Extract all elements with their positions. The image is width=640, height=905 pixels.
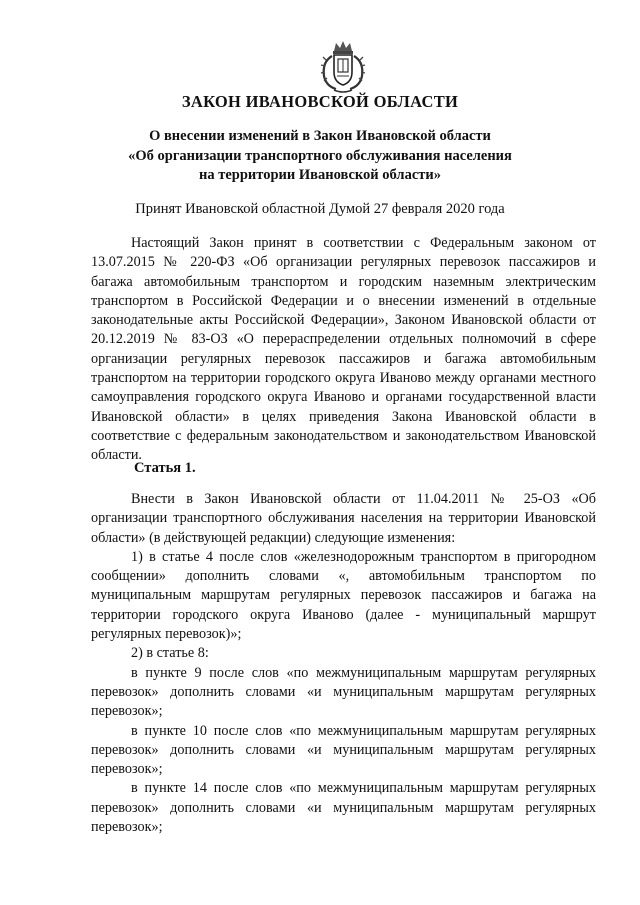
law-title: ЗАКОН ИВАНОВСКОЙ ОБЛАСТИ xyxy=(181,92,459,111)
article-paragraph: Внести в Закон Ивановской области от 11.04.2011 № 25-ОЗ «Об организации транспортного обслуживания населения на территории Ивановской области» (в действующей редакции) следующие изменения: xyxy=(91,491,596,546)
article-paragraph: 2) в статье 8: xyxy=(131,645,209,662)
ivanovo-coat-of-arms-icon xyxy=(314,38,372,96)
article-paragraph: в пункте 10 после слов «по межмуниципальным маршрутам регулярных перевозок» дополнить словами «и муниципальным маршрутам регулярных перевозок»; xyxy=(91,722,596,778)
subject-line: О внесении изменений в Закон Ивановской области xyxy=(149,128,491,144)
law-subject xyxy=(0,127,640,186)
article-body xyxy=(91,490,596,837)
preamble-block xyxy=(91,234,596,466)
article-paragraph: 1) в статье 4 после слов «железнодорожным транспортом в пригородном сообщении» дополнить словами «, автомобильным транспортом по муниципальным маршрутам регулярных перевозок пассажиров и багажа на территории городского округа Иваново (далее - муниципальный маршрут регулярных перевозок)»; xyxy=(91,548,596,643)
article-paragraph: в пункте 14 после слов «по межмуниципальным маршрутам регулярных перевозок» дополнить словами «и муниципальным маршрутам регулярных перевозок»; xyxy=(91,780,596,836)
subject-line: «Об организации транспортного обслуживания населения xyxy=(128,147,512,164)
article-heading: Статья 1. xyxy=(134,460,196,476)
adoption-line: Принят Ивановской областной Думой 27 февраля 2020 года xyxy=(135,201,505,217)
article-paragraph: в пункте 9 после слов «по межмуниципальным маршрутам регулярных перевозок» дополнить словами «и муниципальным маршрутам регулярных перевозок»; xyxy=(91,664,596,720)
preamble-paragraph: Настоящий Закон принят в соответствии с Федеральным законом от 13.07.2015 № 220-ФЗ «Об организации регулярных перевозок пассажиров и багажа автомобильным транспортом и городским наземным электрическим транспортом в Российской Федерации и о внесении изменений в отдельные законодательные акты Российской Федерации», Законом Ивановской области от 20.12.2019 № 83-ОЗ «О перераспределении отдельных полномочий в сфере организации регулярных перевозок пассажиров и багажа автомобильным транспортом на территории городского округа Иваново между органами местного самоуправления городского округа Иваново и органами государственной власти Ивановской области» в целях приведения Закона Ивановской области в соответствие с федеральным законодательством и законодательством Ивановской области. xyxy=(91,235,596,464)
subject-line: на территории Ивановской области» xyxy=(199,167,441,183)
